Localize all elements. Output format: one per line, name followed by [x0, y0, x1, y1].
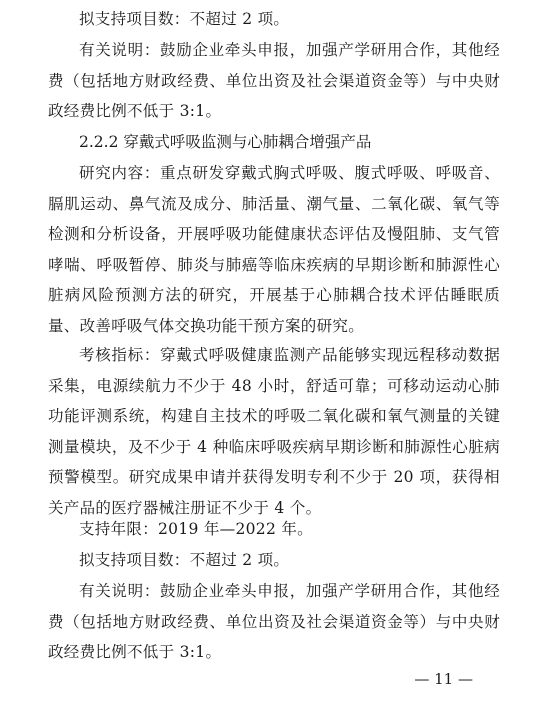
paragraph-support-period: 支持年限：2019 年—2022 年。 — [79, 520, 313, 538]
paragraph-project-count: 拟支持项目数：不超过 2 项。 — [79, 10, 290, 28]
paragraph-assessment-indicators: 考核指标：穿戴式呼吸健康监测产品能够实现远程移动数据采集，电源续航力不少于 48 小时，舒适可靠；可移动运动心肺功能评测系统，构建自主技术的呼吸二氧化碳和氧气测量的关键测量模块，及不少于 4 种临床呼吸疾病早期诊断和肺源性心脏病预警模型。研究成果申请并获得发明专利不少于 20 项，获得相关产品的医疗器械注册证不少于 4 个。 — [48, 346, 500, 517]
paragraph-funding-note-2: 有关说明：鼓励企业牵头申报，加强产学研用合作，其他经费（包括地方财政经费、单位出资及社会渠道资金等）与中央财政经费比例不低于 3:1。 — [48, 582, 500, 661]
section-heading: 2.2.2 穿戴式呼吸监测与心肺耦合增强产品 — [79, 133, 372, 151]
page-number: — 11 — — [414, 670, 473, 688]
paragraph-project-count-2: 拟支持项目数：不超过 2 项。 — [79, 551, 290, 569]
paragraph-funding-note: 有关说明：鼓励企业牵头申报，加强产学研用合作，其他经费（包括地方财政经费、单位出资及社会渠道资金等）与中央财政经费比例不低于 3:1。 — [48, 41, 500, 120]
paragraph-research-content: 研究内容：重点研发穿戴式胸式呼吸、腹式呼吸、呼吸音、膈肌运动、鼻气流及成分、肺活量、潮气量、二氧化碳、氧气等检测和分析设备，开展呼吸功能健康状态评估及慢阻肺、支气管哮喘、呼吸暂停、肺炎与肺癌等临床疾病的早期诊断和肺源性心脏病风险预测方法的研究，开展基于心肺耦合技术评估睡眠质量、改善呼吸气体交换功能干预方案的研究。 — [48, 164, 500, 335]
